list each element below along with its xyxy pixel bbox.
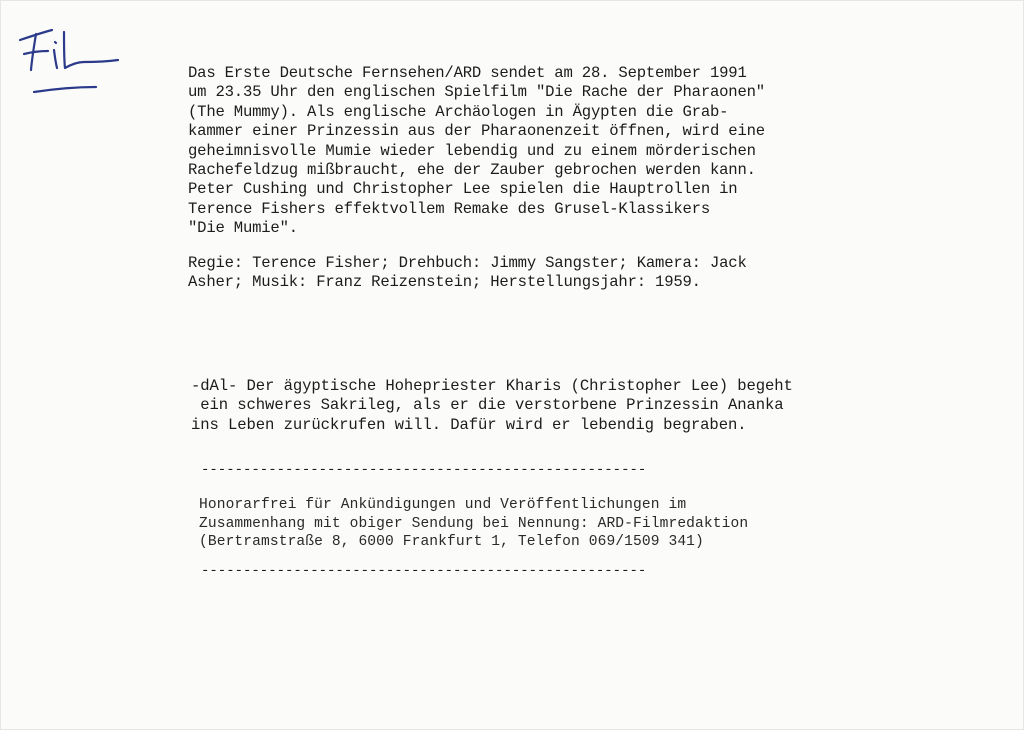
separator-bottom: ----------------------------------------------------- (201, 563, 647, 579)
credits-line: Asher; Musik: Franz Reizenstein; Herstellungsjahr: 1959. (188, 273, 701, 292)
credits (188, 254, 747, 293)
text-line: Peter Cushing und Christopher Lee spielen die Hauptrollen in (188, 180, 738, 199)
text-line: "Die Mumie". (188, 219, 298, 238)
text-line: um 23.35 Uhr den englischen Spielfilm "Die Rache der Pharaonen" (188, 83, 765, 102)
notice-line: Honorarfrei für Ankündigungen und Veröffentlichungen im (199, 497, 687, 513)
text-line: (The Mummy). Als englische Archäologen in Ägypten die Grab- (188, 102, 729, 121)
text-line: Das Erste Deutsche Fernsehen/ARD sendet am 28. September 1991 (188, 64, 747, 82)
copyright-notice (199, 496, 748, 552)
text-line: Rachefeldzug mißbraucht, ehe der Zauber gebrochen werden kann. (188, 161, 756, 180)
handwritten-note (14, 18, 134, 108)
caption-line: ins Leben zurückrufen will. Dafür wird er lebendig begraben. (191, 415, 747, 434)
notice-line: (Bertramstraße 8, 6000 Frankfurt 1, Telefon 069/1509 341) (199, 534, 704, 551)
photo-caption (191, 377, 793, 435)
caption-line: ein schweres Sakrileg, als er die verstorbene Prinzessin Ananka (191, 396, 784, 415)
text-line: geheimnisvolle Mumie wieder lebendig und zu einem mörderischen (188, 141, 756, 160)
main-paragraph (188, 64, 765, 239)
separator-top: ----------------------------------------------------- (201, 462, 647, 478)
credits-line: Regie: Terence Fisher; Drehbuch: Jimmy Sangster; Kamera: Jack (188, 254, 747, 272)
caption-line: -dAl- Der ägyptische Hohepriester Kharis (Christopher Lee) begeht (191, 377, 793, 395)
notice-line: Zusammenhang mit obiger Sendung bei Nennung: ARD-Filmredaktion (199, 515, 749, 532)
text-line: kammer einer Prinzessin aus der Pharaonenzeit öffnen, wird eine (188, 122, 765, 141)
text-line: Terence Fishers effektvollem Remake des Grusel-Klassikers (188, 199, 710, 218)
